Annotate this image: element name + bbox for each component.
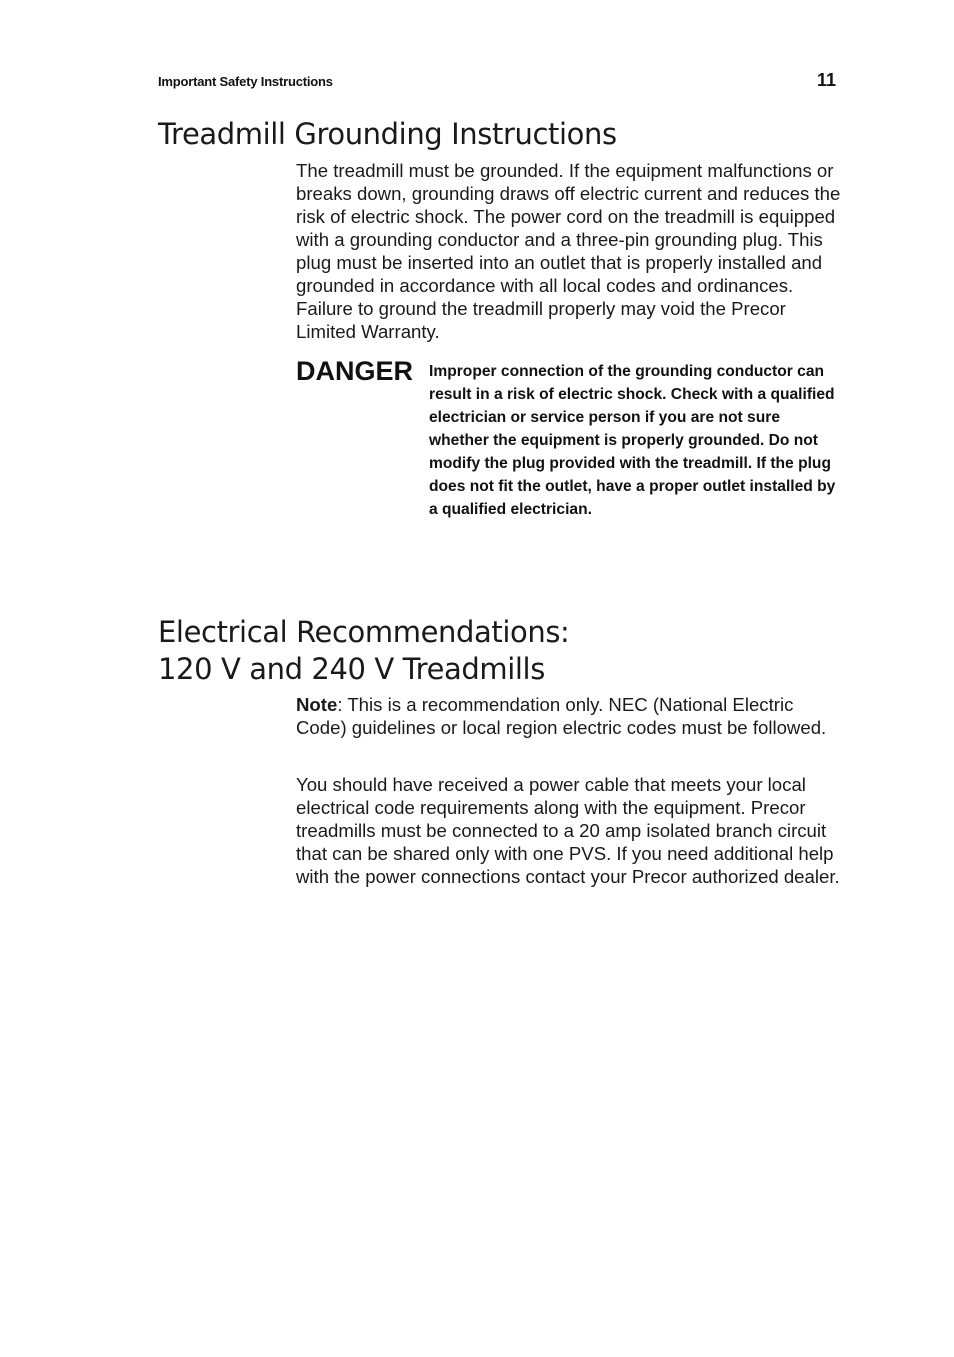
running-header: Important Safety Instructions xyxy=(158,74,333,89)
page-number: 11 xyxy=(816,70,836,90)
electrical-heading-line1: Electrical Recommendations: xyxy=(158,615,570,649)
electrical-heading xyxy=(158,614,569,688)
grounding-paragraph: The treadmill must be grounded. If the equipment malfunctions or breaks down, grounding draws off electric current and reduces the risk of electric shock. The power cord on the treadmill is equipped with a grounding conductor and a three-pin grounding plug. This plug must be inserted into an outlet that is properly installed and grounded in accordance with all local codes and ordinances. Failure to ground the treadmill properly may void the Precor Limited Warranty. xyxy=(296,160,841,342)
note-paragraph xyxy=(296,693,841,739)
power-cable-paragraph: You should have received a power cable that meets your local electrical code requirements along with the equipment. Precor treadmills must be connected to a 20 amp isolated branch circuit that can be shared only with one PVS. If you need additional help with the power connections contact your Precor authorized dealer. xyxy=(296,774,840,887)
danger-text: Improper connection of the grounding conductor can result in a risk of electric shock. Check with a qualified electrician or service person if you are not sure whether the equipment is properly grounded. Do not modify the plug provided with the treadmill. If the plug does not fit the outlet, have a proper outlet installed by a qualified electrician. xyxy=(429,363,836,518)
note-label: Note xyxy=(296,694,338,715)
danger-label: DANGER xyxy=(296,356,414,386)
note-text: : This is a recommendation only. NEC (National Electric Code) guidelines or local region electric codes must be followed. xyxy=(296,694,827,738)
grounding-heading: Treadmill Grounding Instructions xyxy=(158,117,617,151)
electrical-heading-line2: 120 V and 240 V Treadmills xyxy=(158,652,545,686)
